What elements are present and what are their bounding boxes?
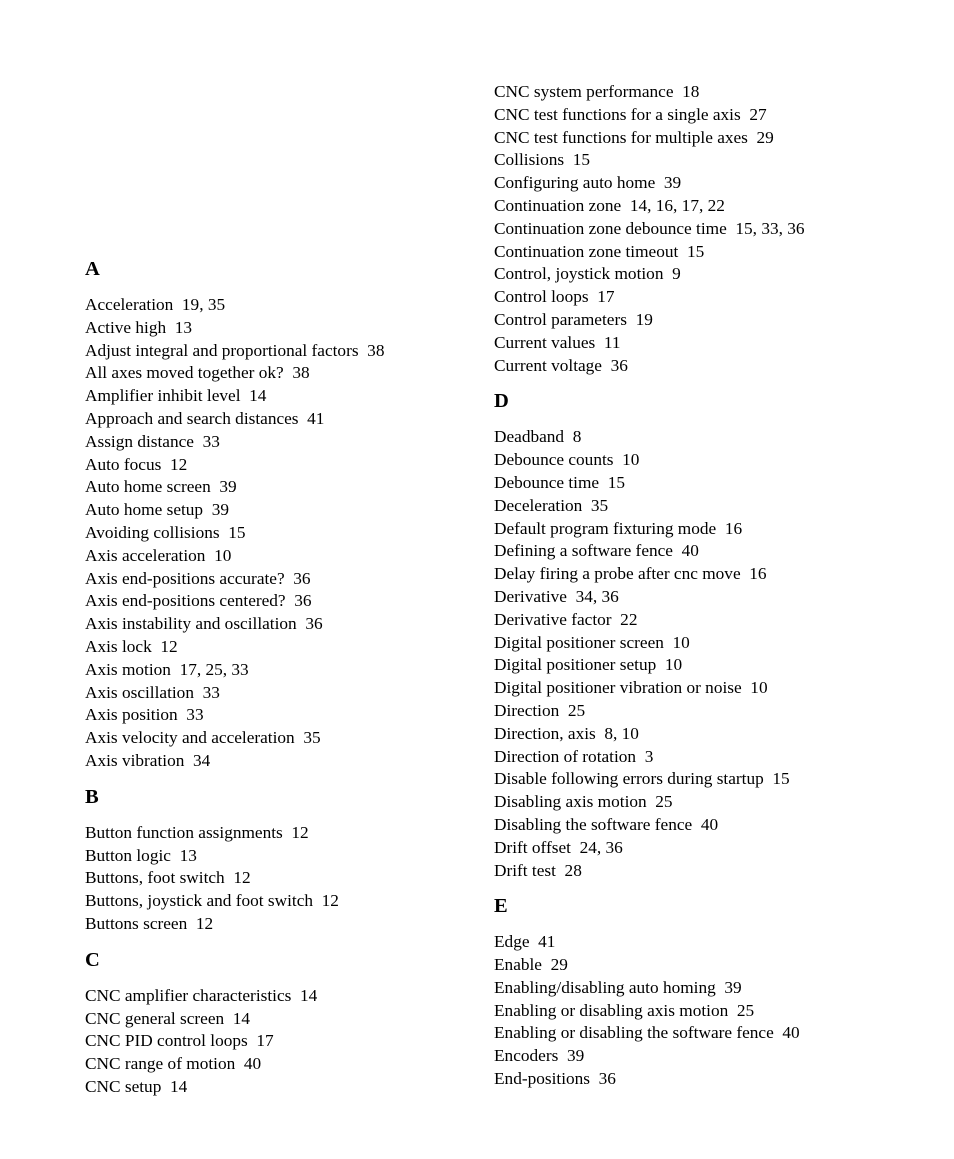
index-entry: Control parameters 19: [494, 309, 653, 329]
index-entry: Axis instability and oscillation 36: [85, 614, 323, 634]
section-letter-e: E: [494, 895, 508, 918]
index-entry: Active high 13: [85, 317, 193, 337]
index-entry: Derivative 34, 36: [494, 586, 619, 606]
index-entry: Debounce counts 10: [494, 450, 640, 470]
index-entry: Assign distance 33: [85, 431, 220, 451]
index-entry: Current voltage 36: [494, 355, 628, 375]
index-entry: Continuation zone debounce time 15, 33, 36: [494, 218, 805, 238]
index-entry: Enabling/disabling auto homing 39: [494, 977, 742, 997]
index-entry: Axis acceleration 10: [85, 545, 232, 565]
index-entry: CNC range of motion 40: [85, 1054, 262, 1074]
index-entry: Edge 41: [494, 932, 556, 952]
index-entry: CNC test functions for a single axis 27: [494, 104, 767, 124]
index-entry: Continuation zone 14, 16, 17, 22: [494, 195, 725, 215]
index-entry: Deadband 8: [494, 427, 582, 447]
index-entry: Avoiding collisions 15: [85, 522, 246, 542]
index-entry: Deceleration 35: [494, 495, 609, 515]
index-entry: Auto home screen 39: [85, 477, 237, 497]
index-entry: Axis lock 12: [85, 636, 178, 656]
index-entry-list: [85, 822, 505, 936]
index-entry: Enabling or disabling the software fence 40: [494, 1023, 800, 1043]
index-entry: Acceleration 19, 35: [85, 295, 226, 314]
index-entry: Disabling axis motion 25: [494, 792, 673, 812]
index-entry: Encoders 39: [494, 1046, 585, 1066]
index-column-right: [494, 81, 914, 1103]
index-entry: Axis motion 17, 25, 33: [85, 659, 249, 679]
index-entry-list: [85, 985, 505, 1099]
index-entry: Axis oscillation 33: [85, 682, 220, 702]
index-entry: Direction 25: [494, 700, 586, 720]
index-entry: Disable following errors during startup 15: [494, 769, 790, 789]
index-entry: Auto home setup 39: [85, 500, 229, 520]
index-entry: CNC general screen 14: [85, 1008, 251, 1028]
index-entry: CNC setup 14: [85, 1076, 188, 1096]
continued-entry-list: [494, 81, 914, 377]
index-entry: All axes moved together ok? 38: [85, 363, 310, 383]
index-entry-list: [494, 931, 914, 1091]
index-entry: Digital positioner setup 10: [494, 655, 683, 675]
index-entry: Enable 29: [494, 955, 568, 975]
index-column-left: [85, 257, 505, 1111]
index-entry: Direction, axis 8, 10: [494, 723, 639, 743]
index-entry: Default program fixturing mode 16: [494, 518, 743, 538]
index-entry: Digital positioner vibration or noise 10: [494, 678, 768, 698]
index-entry: Auto focus 12: [85, 454, 188, 474]
section-letter-c: C: [85, 948, 100, 971]
index-entry: Defining a software fence 40: [494, 541, 699, 561]
section-letter-d: D: [494, 390, 509, 413]
index-entry: Direction of rotation 3: [494, 746, 654, 766]
index-entry: Amplifier inhibit level 14: [85, 386, 267, 406]
index-entry: Control, joystick motion 9: [494, 264, 681, 284]
index-entry: Drift test 28: [494, 860, 582, 880]
index-entry: Drift offset 24, 36: [494, 837, 623, 857]
index-entry: Current values 11: [494, 332, 621, 352]
index-entry-list: [85, 294, 505, 773]
index-entry-list: [494, 426, 914, 882]
index-entry: Button logic 13: [85, 845, 197, 865]
index-entry: Axis position 33: [85, 705, 204, 725]
index-entry: Adjust integral and proportional factors 38: [85, 340, 385, 360]
index-entry: CNC test functions for multiple axes 29: [494, 127, 774, 147]
index-entry: Axis end-positions centered? 36: [85, 591, 312, 611]
index-entry: Approach and search distances 41: [85, 408, 325, 428]
index-entry: Delay firing a probe after cnc move 16: [494, 564, 767, 584]
index-entry: Digital positioner screen 10: [494, 632, 690, 652]
index-entry: Buttons, joystick and foot switch 12: [85, 891, 339, 911]
index-entry: Buttons screen 12: [85, 913, 214, 933]
index-entry: Axis end-positions accurate? 36: [85, 568, 311, 588]
section-letter-a: A: [85, 258, 100, 280]
section-letter-b: B: [85, 785, 99, 808]
index-entry: Button function assignments 12: [85, 822, 309, 842]
index-entry: Collisions 15: [494, 150, 591, 170]
index-entry: Axis velocity and acceleration 35: [85, 728, 321, 748]
index-entry: Enabling or disabling axis motion 25: [494, 1000, 755, 1020]
index-entry: Continuation zone timeout 15: [494, 241, 705, 261]
index-entry: CNC system performance 18: [494, 82, 700, 101]
index-entry: CNC amplifier characteristics 14: [85, 985, 318, 1005]
index-entry: Control loops 17: [494, 287, 615, 307]
index-entry: Derivative factor 22: [494, 609, 638, 629]
index-entry: End-positions 36: [494, 1069, 616, 1089]
index-entry: Axis vibration 34: [85, 750, 211, 770]
index-entry: Debounce time 15: [494, 472, 626, 492]
index-entry: Configuring auto home 39: [494, 173, 682, 193]
index-entry: Buttons, foot switch 12: [85, 868, 251, 888]
index-entry: Disabling the software fence 40: [494, 814, 719, 834]
index-entry: CNC PID control loops 17: [85, 1031, 274, 1051]
